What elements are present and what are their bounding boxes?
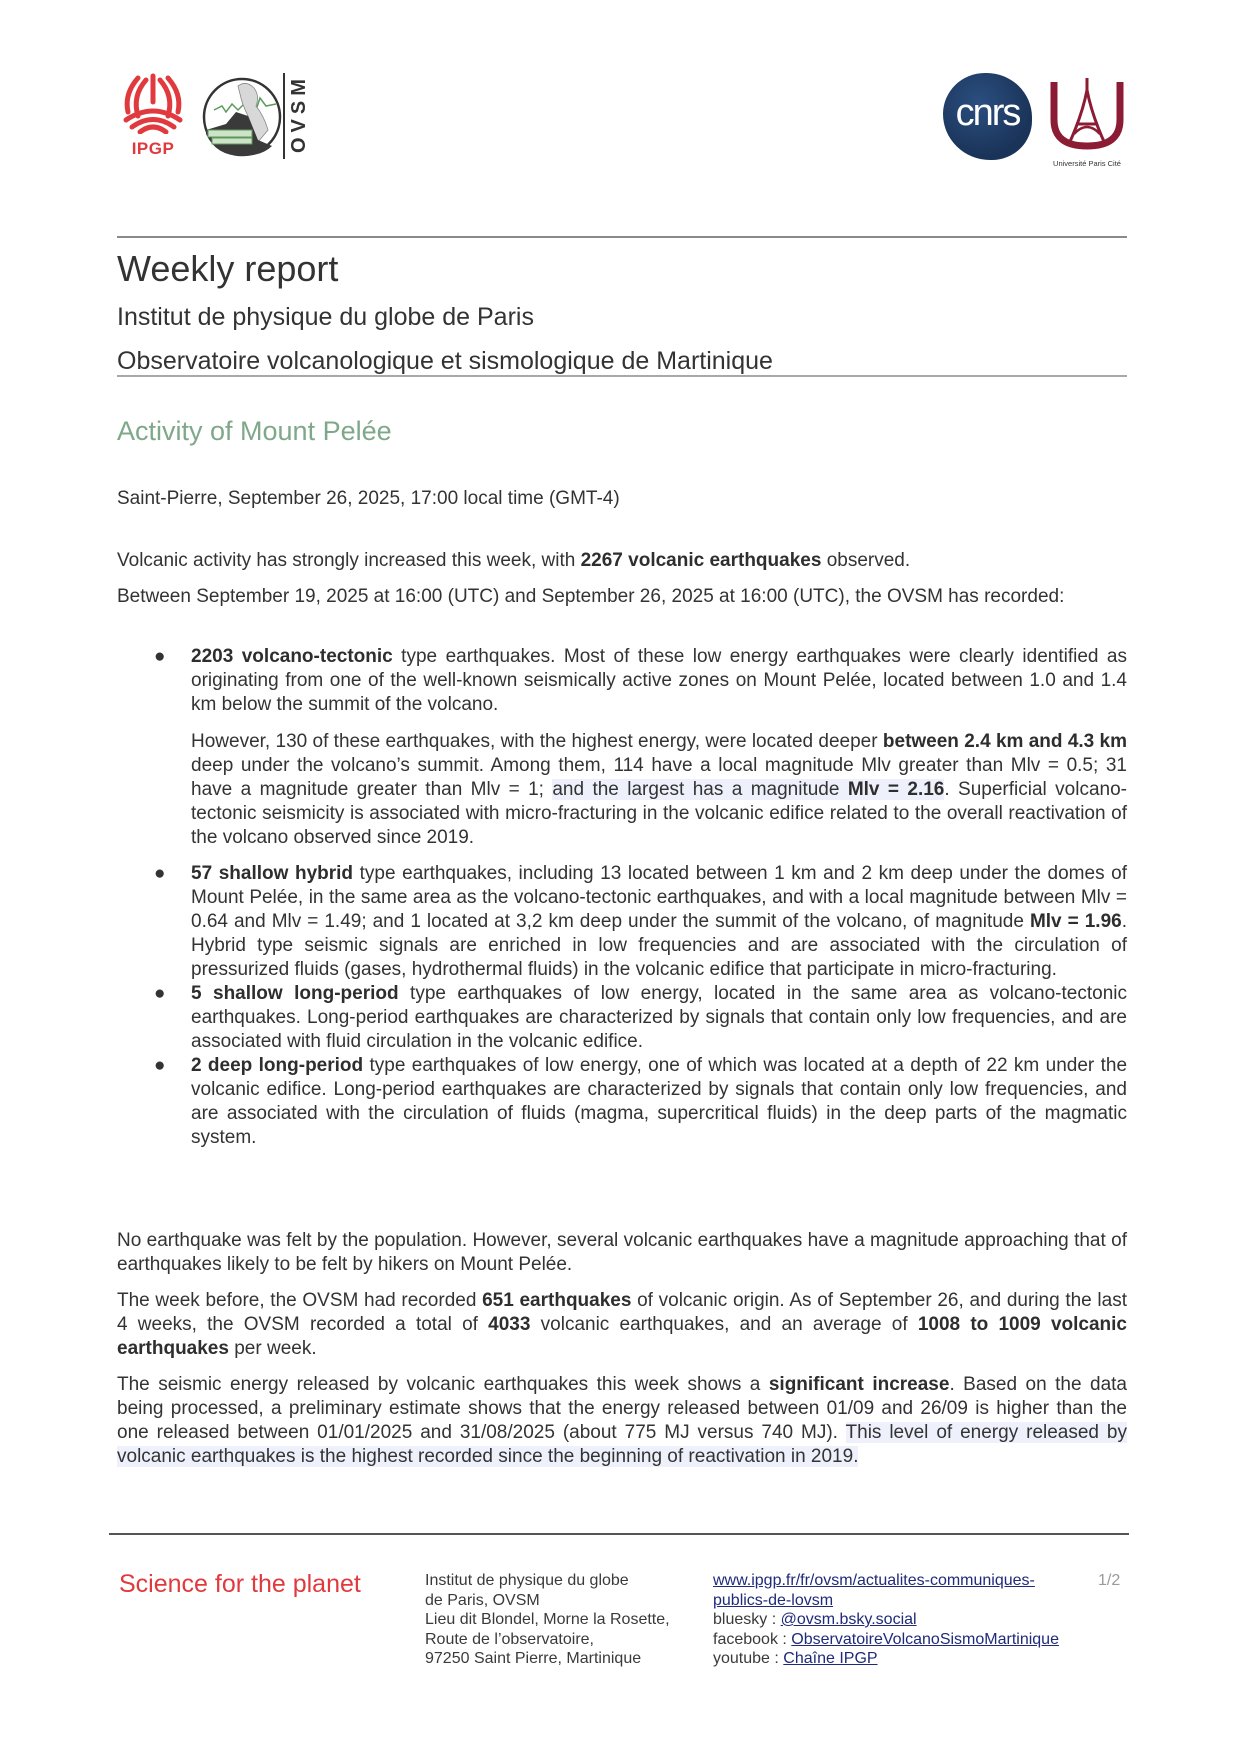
youtube-link[interactable]: Chaîne IPGP xyxy=(783,1650,878,1667)
website-link-continued[interactable]: publics-de-lovsm xyxy=(713,1591,834,1609)
address-line: Route de l’observatoire, xyxy=(425,1630,594,1648)
vt-deep-text: However, 130 of these earthquakes, with the highest energy, were located deeper xyxy=(191,731,883,752)
bullet-icon: ● xyxy=(154,1055,166,1076)
vt-description: type earthquakes. Most of these low energy earthquakes were clearly identified as originating from one of the well-known seismically active zones on Mount Pelée, located between 1.0 and 1.4 km below the summit of the volcano. xyxy=(191,646,1127,715)
week-text-3: volcanic earthquakes, and an average of xyxy=(530,1314,918,1335)
week-text-1: The week before, the OVSM had recorded xyxy=(117,1290,483,1311)
section-heading: Activity of Mount Pelée xyxy=(117,416,392,446)
deep-lp-count: 2 deep long-period xyxy=(191,1055,364,1076)
page-number: 1/2 xyxy=(1098,1572,1121,1589)
website-link[interactable]: www.ipgp.fr/fr/ovsm/actualites-communiques- xyxy=(713,1572,1035,1589)
previous-week-text xyxy=(117,1289,1127,1361)
previous-week-paragraph xyxy=(117,1289,1127,1361)
vt-magnitude-text: deep under the volcano’s summit. Among them, 114 have a local magnitude Mlv greater than Mlv = 0.5; 31 have a magnitude greater than Mlv = 1; xyxy=(191,755,1127,800)
bluesky-link[interactable]: @ovsm.bsky.social xyxy=(780,1611,917,1628)
bluesky-label: bluesky : xyxy=(713,1611,781,1628)
universite-paris-cite-logo xyxy=(1046,76,1128,166)
felt-text: No earthquake was felt by the population. However, several volcanic earthquakes have a magnitude approaching that of earthquakes likely to be felt by hikers on Mount Pelée. xyxy=(117,1230,1127,1275)
footer-tagline: Science for the planet xyxy=(119,1570,361,1598)
energy-text-2: . Based on the data being processed, a preliminary estimate shows that the energy released between 01/09 and 26/09 is higher than the one released between 01/01/2025 and 31/08/2025 (about 775 MJ versus 740 MJ). xyxy=(117,1374,1127,1443)
address-line: Institut de physique du globe xyxy=(425,1572,629,1589)
energy-text-1: The seismic energy released by volcanic earthquakes this week shows a xyxy=(117,1374,769,1395)
hybrid-count: 57 shallow hybrid xyxy=(191,863,354,884)
vt-deep-details xyxy=(191,730,1127,850)
period-paragraph xyxy=(117,585,1127,609)
footer-links xyxy=(713,1571,1059,1669)
largest-magnitude-value: Mlv = 2.16 xyxy=(847,779,945,800)
list-item-shallow-long-period xyxy=(117,982,1127,1054)
earthquake-type-list xyxy=(117,645,1127,1150)
youtube-row xyxy=(713,1649,1059,1669)
list-item-shallow-hybrid xyxy=(117,862,1127,982)
highlighted-largest-magnitude xyxy=(552,779,944,800)
intro-text-end: observed. xyxy=(821,550,911,571)
address-line: Lieu dit Blondel, Morne la Rosette, xyxy=(425,1611,670,1628)
dateline-text: Saint-Pierre, September 26, 2025, 17:00 local time (GMT-4) xyxy=(117,488,620,509)
intro-text: Volcanic activity has strongly increased this week, with xyxy=(117,550,581,571)
energy-paragraph xyxy=(117,1373,1127,1469)
eiffel-u-icon xyxy=(1046,76,1128,152)
list-item-volcano-tectonic xyxy=(117,645,1127,850)
hybrid-magnitude-value: Mlv = 1.96 xyxy=(1029,911,1122,932)
four-week-total: 4033 xyxy=(488,1314,531,1335)
facebook-row xyxy=(713,1630,1059,1650)
header-top-rule xyxy=(117,236,1127,238)
facebook-link[interactable]: ObservatoireVolcanoSismoMartinique xyxy=(791,1630,1059,1648)
felt-paragraph xyxy=(117,1229,1127,1277)
youtube-label: youtube : xyxy=(713,1650,784,1667)
ipgp-label: IPGP xyxy=(131,139,175,158)
intro-summary xyxy=(117,549,1127,573)
header-bottom-rule xyxy=(117,375,1127,377)
bullet-icon: ● xyxy=(154,646,166,667)
shallow-lp-count: 5 shallow long-period xyxy=(191,983,399,1004)
institution-name: Institut de physique du globe de Paris xyxy=(117,303,534,331)
period-text: Between September 19, 2025 at 16:00 (UTC) and September 26, 2025 at 16:00 (UTC), the OVSM has recorded: xyxy=(117,586,1065,607)
shallow-lp-description: type earthquakes of low energy, located in the same area as volcano-tectonic earthquakes. Long-period earthquakes are characterized by signals that contain only low frequencies, and are associated with fluid circulation in the volcanic edifice. xyxy=(191,983,1127,1052)
energy-trend: significant increase xyxy=(768,1374,950,1395)
hybrid-closing-text: . Hybrid type seismic signals are enriched in low frequencies and are associated with the circulation of pressurized fluids (gases, hydrothermal fluids) in the volcanic edifice that participate in micro-fracturing. xyxy=(191,911,1127,980)
vt-depth-range: between 2.4 km and 4.3 km xyxy=(882,731,1127,752)
ovsm-logo xyxy=(202,73,314,159)
address-line: de Paris, OVSM xyxy=(425,1591,540,1609)
cnrs-label: cnrs xyxy=(955,92,1020,134)
vt-count: 2203 volcano-tectonic xyxy=(191,646,393,667)
ipgp-symbol-icon xyxy=(118,72,188,134)
intro-paragraph xyxy=(117,549,1127,573)
dateline xyxy=(117,487,1127,511)
bluesky-row xyxy=(713,1610,1059,1630)
previous-week-count: 651 earthquakes xyxy=(482,1290,632,1311)
hybrid-description: type earthquakes, including 13 located between 1 km and 2 km deep under the domes of Mount Pelée, in the same area as the volcano-tectonic earthquakes, and with a local magnitude between Mlv = 0.64 and Mlv = 1.49; and 1 located at 3,2 km deep under the summit of the volcano, of magnitude xyxy=(191,863,1127,932)
bullet-icon: ● xyxy=(154,863,166,884)
facebook-label: facebook : xyxy=(713,1630,792,1648)
ovsm-label: OVSM xyxy=(288,74,310,153)
total-earthquakes: 2267 volcanic earthquakes xyxy=(580,550,822,571)
footer-address xyxy=(425,1571,670,1669)
week-text-4: per week. xyxy=(228,1338,317,1359)
ipgp-logo xyxy=(118,72,188,160)
page-title: Weekly report xyxy=(117,248,339,289)
weekly-average: 1008 to 1009 volcanic earthquakes xyxy=(117,1314,1127,1359)
upc-caption: Université Paris Cité xyxy=(1053,159,1121,168)
deep-lp-description: type earthquakes of low energy, one of which was located at a depth of 22 km under the volcanic edifice. Long-period earthquakes are characterized by signals that contain only low frequencies, and are associated with the circulation of fluids (magma, supercritical fluids) in the deep parts of the magmatic system. xyxy=(191,1055,1128,1148)
bullet-icon: ● xyxy=(154,983,166,1004)
largest-magnitude-text: and the largest has a magnitude xyxy=(552,779,848,800)
address-line: 97250 Saint Pierre, Martinique xyxy=(425,1650,642,1667)
cnrs-logo xyxy=(943,73,1032,160)
vt-closing-text: . Superficial volcano-tectonic seismicity is associated with micro-fracturing in the volcanic edifice related to the overall reactivation of the volcano observed since 2019. xyxy=(191,779,1127,848)
volcano-emblem-icon xyxy=(202,76,282,158)
week-text-2: of volcanic origin. As of September 26, and during the last 4 weeks, the OVSM recorded a total of xyxy=(117,1290,1127,1335)
energy-text xyxy=(117,1373,1127,1469)
ovsm-divider xyxy=(283,73,285,159)
list-item-deep-long-period xyxy=(117,1054,1127,1150)
observatory-name: Observatoire volcanologique et sismologique de Martinique xyxy=(117,347,773,375)
footer-rule xyxy=(109,1533,1129,1535)
highlighted-energy-record: This level of energy released by volcanic earthquakes is the highest recorded since the beginning of reactivation in 2019. xyxy=(117,1422,1127,1467)
